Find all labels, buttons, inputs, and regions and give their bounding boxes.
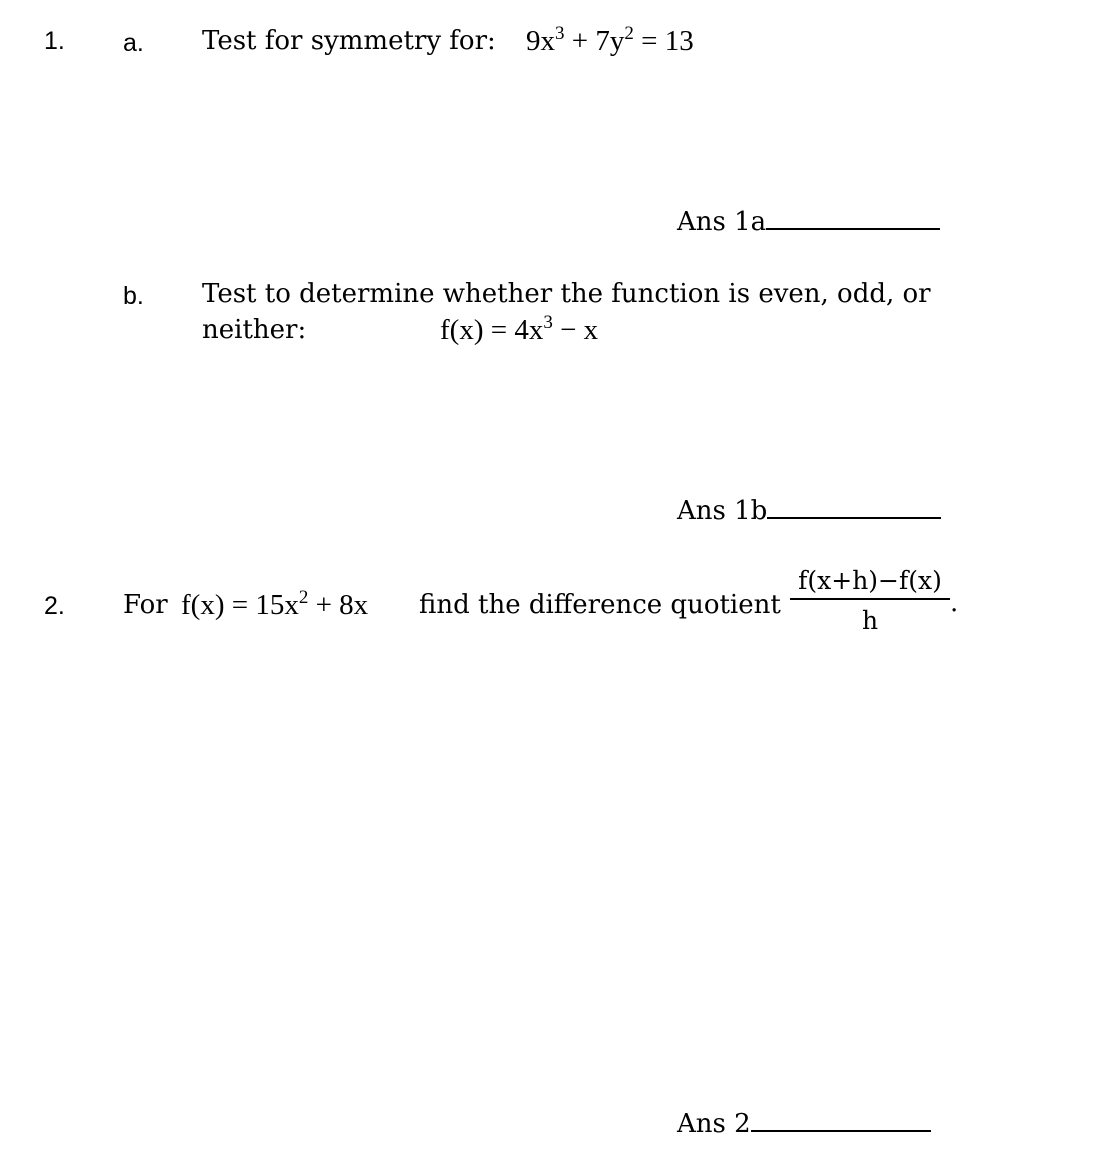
- answer-1b: [677, 494, 941, 528]
- question-2-number: 2.: [44, 592, 65, 620]
- q2-period: .: [950, 588, 959, 618]
- part-b-prompt-line1: Test to determine whether the function is even, odd, or: [202, 279, 931, 309]
- answer-2: [677, 1107, 931, 1141]
- part-a-equation: [526, 24, 694, 62]
- part-a-eq-exp1: 3: [555, 23, 565, 44]
- fraction-numerator: f(x+h)−f(x): [798, 566, 942, 595]
- q2-eq-rest: + 8x: [308, 589, 369, 621]
- q2-equation: [181, 588, 368, 626]
- answer-1b-blank[interactable]: [767, 495, 941, 519]
- part-b-letter: b.: [123, 282, 144, 310]
- part-a-eq-rhs: = 13: [633, 25, 694, 57]
- difference-quotient-fraction: [790, 566, 950, 636]
- answer-1a-label: Ans 1a: [677, 207, 767, 237]
- part-b-eq-exp: 3: [543, 312, 553, 333]
- answer-1a: [677, 205, 940, 239]
- answer-1a-blank[interactable]: [766, 206, 940, 230]
- part-b-prompt-line2: neither:: [202, 315, 307, 345]
- answer-2-label: Ans 2: [677, 1109, 751, 1139]
- part-b-eq-lhs: f(x) = 4x: [440, 314, 544, 346]
- fraction-bar: [790, 598, 950, 600]
- answer-1b-label: Ans 1b: [677, 496, 768, 526]
- q2-prompt: find the difference quotient: [419, 590, 781, 620]
- answer-2-blank[interactable]: [751, 1108, 931, 1132]
- part-a-eq-exp2: 2: [624, 23, 634, 44]
- part-a-prompt: Test for symmetry for:: [202, 26, 496, 56]
- q2-for-word: For: [123, 590, 168, 620]
- part-a-eq-term1: 9x: [526, 25, 555, 57]
- part-b-equation: [440, 313, 598, 351]
- q2-eq-lhs: f(x) = 15x: [181, 589, 299, 621]
- part-a-letter: a.: [123, 29, 144, 57]
- q2-eq-exp: 2: [298, 587, 309, 608]
- part-b-eq-rest: − x: [552, 314, 599, 346]
- part-a-eq-term2: + 7y: [564, 25, 625, 57]
- question-1-number: 1.: [44, 27, 65, 55]
- fraction-denominator: h: [861, 606, 879, 635]
